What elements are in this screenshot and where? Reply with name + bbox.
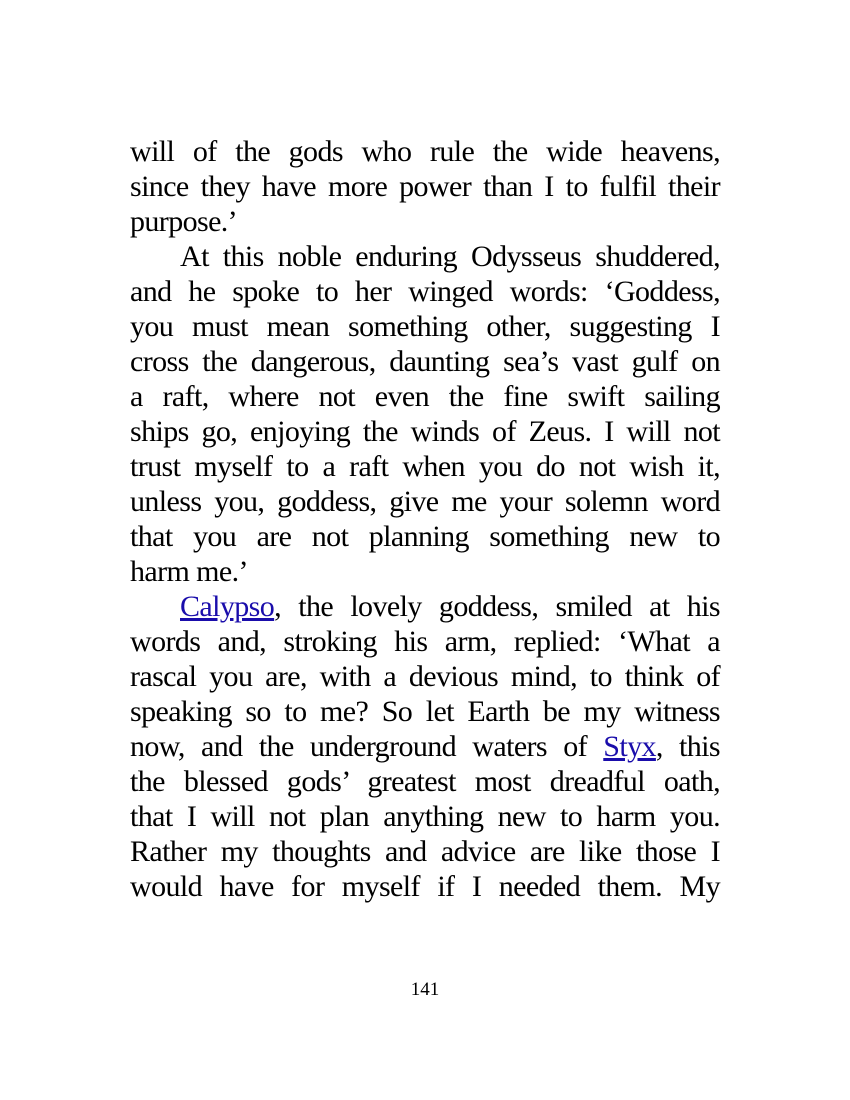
text-line: Rather my thoughts and advice are like those I — [130, 835, 720, 868]
styx-link[interactable]: Styx — [603, 730, 656, 763]
paragraph-2 — [130, 239, 720, 589]
text-line: At this noble enduring Odysseus shuddered, — [180, 240, 720, 273]
text-line: the blessed gods’ greatest most dreadful oath, — [130, 765, 720, 798]
text-line — [130, 589, 720, 624]
text-line: unless you, goddess, give me your solemn word — [130, 485, 720, 518]
text-line: that I will not plan anything new to harm you. — [130, 800, 720, 833]
text-line: you must mean something other, suggesting I — [130, 310, 720, 343]
text-line: purpose.’ — [130, 205, 238, 238]
paragraph-3 — [130, 589, 720, 904]
text-segment: , this — [655, 730, 720, 763]
text-line — [130, 729, 720, 764]
page-number: 141 — [410, 979, 440, 1000]
text-line: since they have more power than I to fulfil their — [130, 170, 720, 203]
text-segment: , the lovely goddess, smiled at his — [274, 590, 720, 623]
text-line: words and, stroking his arm, replied: ‘What a — [130, 625, 720, 658]
text-line: would have for myself if I needed them. My — [130, 870, 720, 903]
paragraph-1 — [130, 134, 720, 239]
text-segment: now, and the underground waters of — [130, 730, 604, 763]
calypso-link[interactable]: Calypso — [180, 590, 275, 623]
text-line: harm me.’ — [130, 555, 248, 588]
text-line: and he spoke to her winged words: ‘Goddess, — [130, 275, 720, 308]
text-line: speaking so to me? So let Earth be my witness — [130, 695, 720, 728]
text-line: that you are not planning something new to — [130, 520, 720, 553]
page-body — [130, 134, 720, 904]
text-line: will of the gods who rule the wide heavens, — [130, 135, 720, 168]
text-line: a raft, where not even the fine swift sailing — [130, 380, 720, 413]
text-line: trust myself to a raft when you do not wish it, — [130, 450, 720, 483]
text-line: cross the dangerous, daunting sea’s vast gulf on — [130, 345, 720, 378]
text-line: rascal you are, with a devious mind, to think of — [130, 660, 720, 693]
text-line: ships go, enjoying the winds of Zeus. I will not — [130, 415, 720, 448]
